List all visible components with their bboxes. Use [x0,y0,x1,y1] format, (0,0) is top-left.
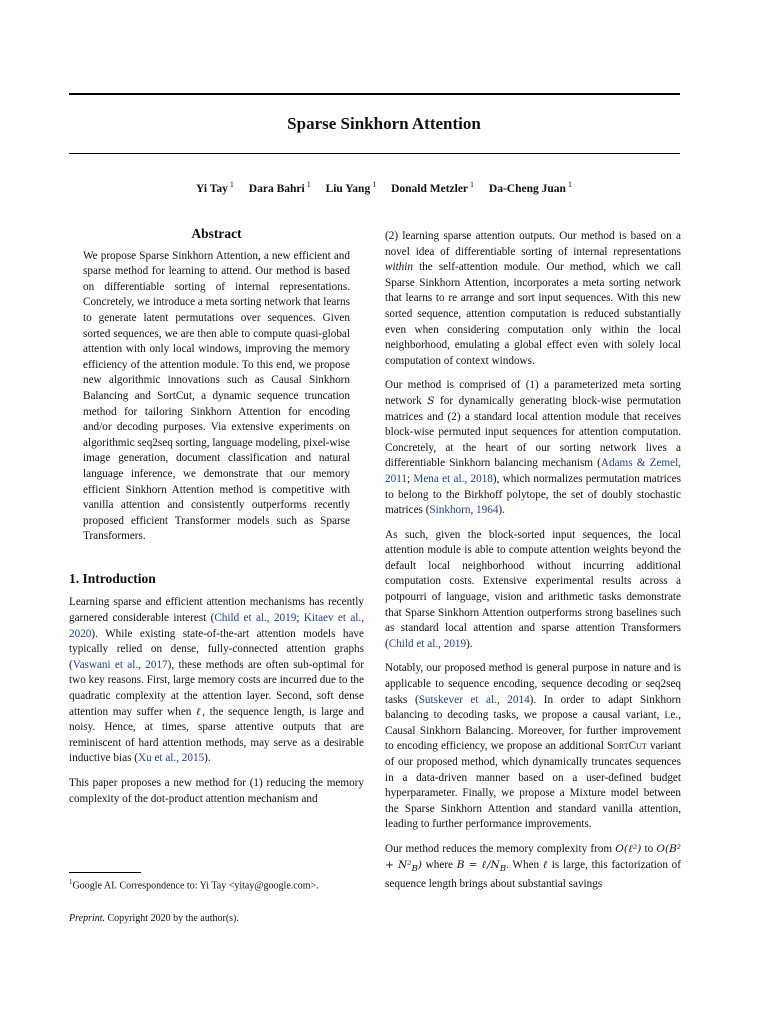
math-expression: $O(B^2 + N^2_B)$ [385,842,681,874]
author: Donald Metzler $^1$ [391,180,475,195]
citation-link[interactable]: Vaswani et al., 2017 [72,658,168,671]
math-symbol: ℓ [196,705,203,718]
math-expression: O(ℓ²) [615,842,642,855]
title-rule-top [69,93,680,95]
right-paragraph-4: Notably, our proposed method is general purpose in nature and is applicable to sequence encoding, sequence decoding or seq2seq tasks (Sutskever et al., 2014). In order to adapt Sinkhorn balancing to decoding tasks, we propose a causal variant, i.e., Causal Sinkhorn Balancing. Moreover, for further improvement to encoding efficiency, we propose an additional SortCut variant of our proposed method, which dynamically truncates sequences in a data-driven manner based on a user-defined budget hyperparameter. Finally, we propose a Mixture model between the Sparse Sinkhorn Attention and standard vanilla attention, leading to further performance improvements. [385,662,681,831]
section-heading-introduction: 1. Introduction [69,570,156,586]
citation-link[interactable]: Kitaev et al., 2020 [69,612,365,640]
math-expression: $B = \ell/N_B$ [456,858,507,874]
left-column [69,226,364,816]
preprint-notice: Preprint. Copyright 2020 by the author(s). [69,913,239,924]
citation-link[interactable]: Mena et al., 2018 [413,472,493,485]
abstract-text: We propose Sparse Sinkhorn Attention, a new efficient and sparse method for learning to attend. Our method is based on differentiable sorting of internal representations. Concretely, we introduce a meta sorting network that learns to generate latent permutations over sequences. Given sorted sequences, we are then able to compute quasi-global attention with only local windows, improving the memory efficiency of the attention module. To this end, we propose new algorithmic innovations such as Causal Sinkhorn Balancing and SortCut, a dynamic sequence truncation method for tailoring Sinkhorn Attention for encoding and/or decoding purposes. Via extensive experiments on algorithmic seq2seq sorting, language modeling, pixel-wise image generation, document classification and natural language inference, we demonstrate that our memory efficient Sinkhorn Attention method is competitive with vanilla attention and consistently outperforms recently proposed efficient Transformer models such as Sparse Transformers. [83,249,350,543]
footnote-rule [69,872,141,873]
author: Dara Bahri $^1$ [248,180,311,195]
math-symbol: S [427,394,435,407]
right-paragraph-2: Our method is comprised of (1) a parameterized meta sorting network S for dynamically generating block-wise permutation matrices and (2) a standard local attention module that receives block-wise permuted input sequences for attention computation. Concretely, at the heart of our sorting network lives a differentiable Sinkhorn balancing mechanism (Adams & Zemel, 2011; Mena et al., 2018), which normalizes permutation matrices to belong to the Birkhoff polytope, the set of doubly stochastic matrices (Sinkhorn, 1964). [385,379,681,517]
right-paragraph-1: (2) learning sparse attention outputs. Our method is based on a novel idea of differentiable sorting of internal representations within the self-attention module. Our method, which we call Sparse Sinkhorn Attention, incorporates a meta sorting network that learns to re arrange and sort input sequences. With this new sorted sequence, attention computation is reduced substantially even when considering computation only within the local neighborhood, emulating a global effect even with solely local computation of context windows. [385,230,681,367]
citation-link[interactable]: Child et al., 2019 [388,637,467,650]
author: Liu Yang $^1$ [325,180,377,195]
citation-link[interactable]: Adams & Zemel, 2011 [385,457,681,485]
sortcut-term: SortCut [606,740,647,753]
citation-link[interactable]: Child et al., 2019 [214,612,297,625]
math-symbol: ℓ [542,858,549,871]
abstract-heading: Abstract [191,226,242,241]
citation-link[interactable]: Xu et al., 2015 [137,752,205,765]
author: Da-Cheng Juan $^1$ [488,180,572,195]
paper-title: Sparse Sinkhorn Attention [287,114,481,133]
citation-link[interactable]: Sutskever et al., 2014 [418,693,530,706]
footnote: $^1$Google AI. Correspondence to: Yi Tay <yitay@google.com>. [69,878,319,892]
citation-link[interactable]: Sinkhorn, 1964 [429,504,499,517]
author: Yi Tay $^1$ [196,180,234,195]
title-rule-bottom [69,153,680,154]
author-list [0,180,768,195]
right-column [385,229,681,902]
intro-paragraph-2: This paper proposes a new method for (1) reducing the memory complexity of the dot-product attention mechanism and [69,777,364,805]
right-paragraph-3: As such, given the block-sorted input sequences, the local attention module is able to compute attention weights beyond the default local neighborhood without incurring additional computation costs. Extensive experimental results across a potpourri of language, vision and arithmetic tasks demonstrate that Sparse Sinkhorn Attention outperforms strong baselines such as standard local attention and sparse attention Transformers (Child et al., 2019). [385,528,681,650]
right-paragraph-5: Our method reduces the memory complexity from O(ℓ²) to $O(B^2 + N^2_B)$ where $B = \ell/N_B$. When ℓ is large, this factorization of sequence length brings about substantial savings [385,842,681,891]
intro-paragraph-1: Learning sparse and efficient attention mechanisms has recently garnered considerable interest (Child et al., 2019; Kitaev et al., 2020). While existing state-of-the-art attention models have typically relied on dense, fully-connected attention graphs (Vaswani et al., 2017), these methods are often sub-optimal for two key reasons. First, large memory costs are incurred due to the quadratic complexity at the attention layer. Second, soft dense attention may suffer when ℓ, the sequence length, is large and noisy. Hence, at times, sparse attentive outputs that are reminiscent of hard attention methods, may serve as a desirable inductive bias (Xu et al., 2015). [69,596,365,765]
